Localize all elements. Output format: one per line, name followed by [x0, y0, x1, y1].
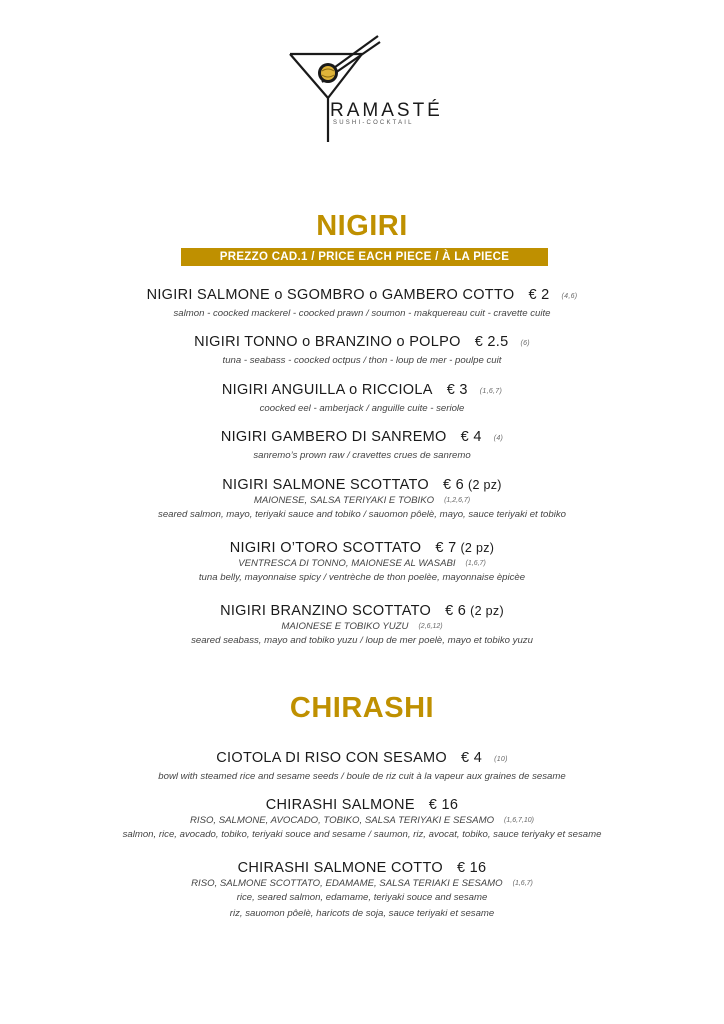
- item-ingredients: RISO, SALMONE, AVOCADO, TOBIKO, SALSA TERIYAKI E SESAMO: [189, 815, 495, 826]
- item-description: sanremo’s prown raw / cravettes crues de sanremo: [253, 450, 471, 461]
- item-name: NIGIRI TONNO o BRANZINO o POLPO: [194, 334, 461, 350]
- item-price: € 16: [456, 860, 487, 876]
- item-description: tuna belly, mayonnaise spicy / ventrèche de thon poelèe, mayonnaise èpicèe: [198, 572, 526, 583]
- item-allergens: (1,6,7,10): [504, 817, 535, 824]
- menu-item: [0, 286, 724, 322]
- menu-item: [0, 749, 724, 785]
- item-price: € 2: [528, 287, 550, 303]
- menu-item: [0, 859, 724, 922]
- item-name: NIGIRI ANGUILLA o RICCIOLA: [221, 382, 433, 398]
- menu-item: [0, 796, 724, 843]
- section-title-nigiri: NIGIRI: [316, 210, 408, 242]
- item-allergens: (4,6): [561, 293, 578, 300]
- item-pieces: (2 pz): [470, 604, 504, 618]
- item-price: € 4: [461, 750, 483, 766]
- item-name: NIGIRI O’TORO SCOTTATO: [229, 540, 422, 556]
- item-pieces: (2 pz): [468, 478, 502, 492]
- item-allergens: (1,6,7): [465, 560, 486, 567]
- item-description: bowl with steamed rice and sesame seeds / boule de riz cuit à la vapeur aux graines de sesame: [158, 771, 566, 782]
- item-name: CIOTOLA DI RISO CON SESAMO: [216, 750, 447, 766]
- item-description: salmon - coocked mackerel - coocked prawn / soumon - makquereau cuit - cravette cuite: [173, 308, 551, 319]
- item-ingredients: MAIONESE E TOBIKO YUZU: [281, 621, 409, 632]
- item-name: NIGIRI SALMONE SCOTTATO: [222, 477, 429, 493]
- item-ingredients: RISO, SALMONE SCOTTATO, EDAMAME, SALSA TERIAKI E SESAMO: [191, 878, 503, 889]
- brand-tagline: SUSHI-COCKTAIL: [333, 120, 414, 126]
- item-description: tuna - seabass - coocked octpus / thon - loup de mer - poulpe cuit: [222, 355, 502, 366]
- menu-item: [0, 381, 724, 417]
- item-pieces: (2 pz): [460, 541, 495, 555]
- item-description: seared seabass, mayo and tobiko yuzu / loup de mer poelè, mayo et tobiko yuzu: [191, 635, 533, 646]
- item-name: NIGIRI SALMONE o SGOMBRO o GAMBERO COTTO: [146, 287, 515, 303]
- brand-logo: [284, 34, 444, 146]
- item-price: € 7: [435, 540, 457, 556]
- item-description: coocked eel - amberjack / anguille cuite - seriole: [259, 403, 465, 414]
- item-description: salmon, rice, avocado, tobiko, teriyaki souce and sesame / saumon, riz, avocat, tobiko, sauce teriyaky et sesame: [122, 829, 602, 840]
- menu-item: [0, 428, 724, 464]
- item-allergens: (6): [520, 340, 530, 347]
- item-description: seared salmon, mayo, teriyaki sauce and tobiko / sauomon pôelè, mayo, sauce teriyaki et tobiko: [158, 509, 566, 520]
- menu-item: [0, 539, 724, 586]
- item-description-fr: riz, sauomon pôelè, haricots de soja, sauce teriyaki et sesame: [229, 908, 495, 919]
- brand-name: RAMASTÉ: [330, 100, 443, 121]
- item-ingredients: VENTRESCA DI TONNO, MAIONESE AL WASABI: [238, 558, 456, 569]
- item-name: NIGIRI BRANZINO SCOTTATO: [220, 603, 432, 619]
- item-description: rice, seared salmon, edamame, teriyaki souce and sesame: [236, 892, 488, 903]
- item-price: € 6: [442, 477, 464, 493]
- item-price: € 2.5: [474, 334, 509, 350]
- item-name: CHIRASHI SALMONE COTTO: [237, 860, 443, 876]
- item-allergens: (1,6,7): [479, 388, 503, 395]
- menu-item: [0, 476, 724, 523]
- menu-item: [0, 333, 724, 369]
- item-allergens: (10): [494, 756, 508, 763]
- item-price: € 16: [428, 797, 459, 813]
- item-allergens: (1,2,6,7): [444, 497, 471, 504]
- item-price: € 4: [460, 429, 482, 445]
- item-allergens: (4): [493, 435, 504, 442]
- menu-item: [0, 602, 724, 649]
- item-price: € 3: [446, 382, 468, 398]
- item-allergens: (2,6,12): [418, 623, 443, 630]
- item-name: NIGIRI GAMBERO DI SANREMO: [220, 429, 447, 445]
- section-title-chirashi: CHIRASHI: [289, 692, 435, 724]
- item-ingredients: MAIONESE, SALSA TERIYAKI E TOBIKO: [253, 495, 435, 506]
- item-allergens: (1,6,7): [512, 880, 533, 887]
- item-price: € 6: [445, 603, 467, 619]
- item-name: CHIRASHI SALMONE: [265, 797, 415, 813]
- price-note-banner: PREZZO CAD.1 / PRICE EACH PIECE / À LA PIECE: [181, 248, 548, 266]
